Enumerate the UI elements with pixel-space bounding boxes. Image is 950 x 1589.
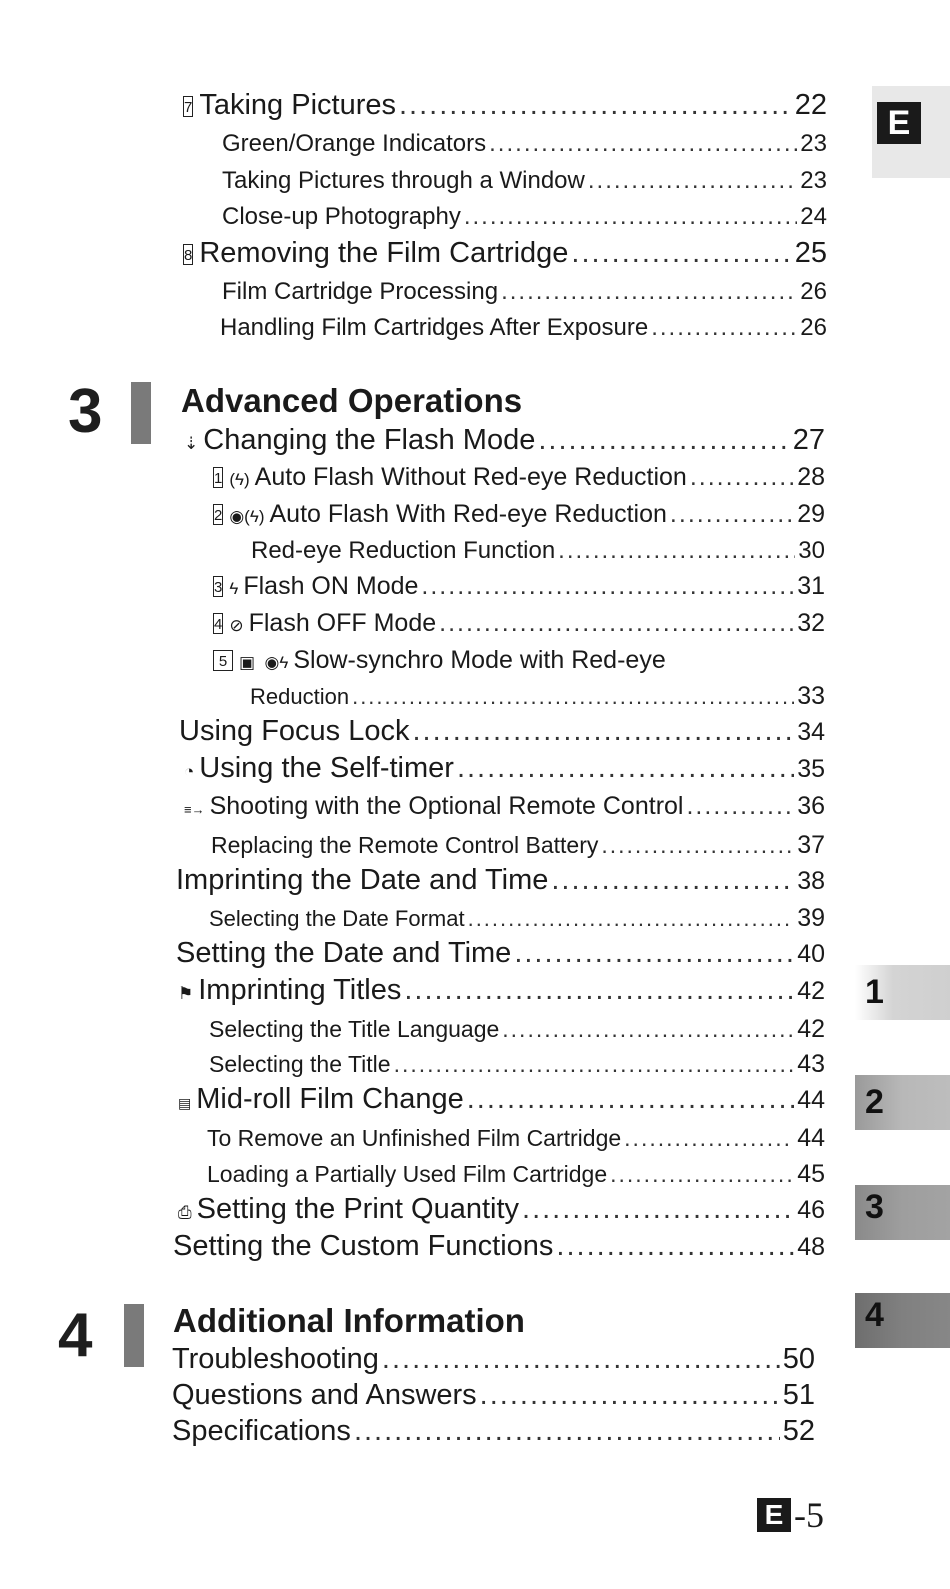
leader-dots (502, 1016, 794, 1043)
toc-entry[interactable] (207, 1160, 825, 1189)
toc-entry[interactable] (222, 130, 827, 158)
toc-entry-title: Specifications (172, 1415, 351, 1447)
toc-entry-title: Imprinting Titles (198, 974, 402, 1006)
chapter-tab-label: 2 (865, 1083, 884, 1121)
toc-entry-title: Shooting with the Optional Remote Control (209, 792, 684, 820)
toc-entry[interactable] (207, 1124, 825, 1153)
leader-dots (352, 684, 794, 710)
toc-entry[interactable] (172, 1343, 815, 1376)
toc-entry-title: Replacing the Remote Control Battery (211, 832, 599, 858)
section-4-bar (124, 1304, 144, 1367)
toc-entry-title: Troubleshooting (172, 1343, 379, 1375)
toc-entry-title: Auto Flash Without Red-eye Reduction (254, 463, 687, 491)
toc-page-number: 40 (797, 940, 825, 968)
leader-dots (601, 832, 794, 859)
toc-entry[interactable] (172, 1379, 815, 1412)
section-4-title: Additional Information (173, 1302, 525, 1339)
leader-dots (558, 537, 795, 565)
leader-dots (399, 89, 792, 122)
toc-entry-title: Changing the Flash Mode (203, 424, 536, 456)
toc-entry[interactable] (178, 1193, 825, 1226)
toc-entry-title: Selecting the Title (209, 1051, 391, 1077)
toc-entry-title: Auto Flash With Red-eye Reduction (269, 500, 667, 528)
toc-entry-title: Using Focus Lock (179, 715, 410, 747)
toc-page-number: 24 (800, 203, 827, 230)
toc-page-number: 32 (797, 609, 825, 637)
toc-entry-title: Handling Film Cartridges After Exposure (220, 314, 649, 341)
footer-language-badge: E (757, 1498, 791, 1532)
leader-dots (690, 463, 794, 492)
leader-dots (394, 1051, 795, 1078)
leader-dots (551, 864, 794, 897)
leader-dots (501, 278, 797, 306)
chapter-tab-3[interactable] (855, 1185, 950, 1240)
toc-page-number: 46 (797, 1196, 825, 1224)
chapter-tab-2[interactable] (855, 1075, 950, 1130)
toc-entry-title: Removing the Film Cartridge (199, 237, 569, 269)
flash-off-icon: ⊘ (229, 616, 244, 635)
toc-entry-title: Reduction (250, 684, 350, 709)
toc-entry-title: Close-up Photography (222, 203, 461, 230)
leader-dots (413, 715, 795, 748)
toc-entry-title: Loading a Partially Used Film Cartridge (207, 1161, 608, 1187)
toc-entry[interactable] (176, 937, 825, 970)
toc-entry[interactable] (178, 974, 825, 1007)
toc-entry[interactable] (222, 278, 827, 306)
toc-entry[interactable] (220, 314, 827, 342)
toc-page-number: 35 (797, 755, 825, 783)
toc-entry[interactable] (213, 646, 813, 675)
step-number-box: 5 (213, 650, 233, 671)
toc-entry-title: Flash OFF Mode (248, 609, 437, 637)
step-number-box: 7 (183, 96, 193, 117)
section-4-number: 4 (58, 1301, 93, 1370)
toc-page-number: 33 (797, 682, 825, 710)
leader-dots (556, 1230, 794, 1263)
toc-entry[interactable] (209, 1050, 825, 1079)
toc-entry[interactable] (184, 424, 825, 457)
toc-page-number: 44 (797, 1124, 825, 1152)
red-eye-auto-flash-icon: ◉(ϟ) (229, 507, 265, 526)
toc-entry[interactable] (176, 864, 825, 897)
toc-entry-title: Using the Self-timer (199, 752, 454, 784)
step-number-box: 1 (213, 467, 223, 488)
toc-entry[interactable] (211, 831, 825, 860)
toc-entry[interactable] (209, 904, 825, 933)
toc-entry[interactable] (213, 500, 825, 529)
toc-entry[interactable] (183, 237, 827, 270)
remote-control-icon: ≡→ (184, 802, 205, 817)
auto-flash-icon: (ϟ) (229, 470, 250, 489)
leader-dots (522, 1193, 794, 1226)
toc-page-number: 26 (800, 278, 827, 305)
toc-entry[interactable] (213, 609, 825, 638)
toc-entry-title: Green/Orange Indicators (222, 130, 487, 157)
toc-entry[interactable] (179, 715, 825, 748)
toc-page-number: 27 (792, 424, 825, 456)
leader-dots (404, 974, 794, 1007)
leader-dots (421, 572, 794, 601)
toc-entry[interactable] (251, 537, 825, 565)
toc-page-number: 26 (800, 314, 827, 341)
chapter-tab-1[interactable] (855, 965, 950, 1020)
step-number-box: 4 (213, 613, 223, 634)
toc-page-number: 39 (797, 904, 825, 932)
toc-entry-title: Setting the Custom Functions (173, 1230, 554, 1262)
toc-page-number: 52 (782, 1415, 815, 1447)
chapter-tab-label: 4 (865, 1296, 884, 1334)
toc-page-number: 23 (800, 130, 827, 157)
toc-entry[interactable] (209, 1015, 825, 1044)
toc-entry[interactable] (213, 572, 825, 601)
flash-icon: ⇣ (184, 434, 199, 453)
toc-entry-title: Taking Pictures (199, 89, 396, 121)
toc-entry-title: Film Cartridge Processing (222, 278, 499, 305)
toc-page-number: 42 (797, 977, 825, 1005)
toc-page-number: 51 (782, 1379, 815, 1411)
chapter-tab-label: 1 (865, 973, 884, 1011)
leader-dots (686, 792, 794, 821)
toc-entry-title: Questions and Answers (172, 1379, 477, 1411)
leader-dots (610, 1161, 794, 1188)
toc-page-number: 36 (797, 792, 825, 820)
leader-dots (439, 609, 794, 638)
page-footer (757, 1494, 824, 1536)
leader-dots (538, 424, 789, 457)
step-number-box: 8 (183, 244, 193, 265)
flash-on-icon: ϟ (229, 579, 239, 598)
toc-page-number: 42 (797, 1015, 825, 1043)
toc-entry[interactable] (183, 89, 827, 122)
slow-synchro-red-eye-icon: ▣ ◉ϟ (239, 653, 289, 672)
toc-page-number: 38 (797, 867, 825, 895)
toc-page-number: 25 (794, 237, 827, 269)
leader-dots (464, 203, 797, 231)
toc-entry[interactable] (173, 1230, 825, 1263)
leader-dots (467, 1083, 794, 1116)
toc-entry[interactable] (213, 463, 825, 492)
section-3-title: Advanced Operations (181, 382, 523, 419)
toc-entry-title: To Remove an Unfinished Film Cartridge (207, 1125, 622, 1151)
toc-entry[interactable] (250, 682, 825, 711)
leader-dots (468, 906, 795, 932)
toc-entry[interactable] (222, 203, 827, 231)
toc-entry-title: Slow-synchro Mode with Red-eye (293, 646, 666, 674)
step-number-box: 2 (213, 504, 223, 525)
toc-entry[interactable] (184, 752, 825, 785)
toc-page-number: 37 (797, 831, 825, 859)
toc-entry-title: Red-eye Reduction Function (251, 537, 556, 564)
toc-page-number: 34 (797, 718, 825, 746)
step-number-box: 3 (213, 576, 223, 597)
leader-dots (382, 1343, 780, 1376)
toc-page-number: 31 (797, 572, 825, 600)
section-3-bar (131, 382, 151, 444)
section-3-number: 3 (68, 377, 103, 446)
toc-entry[interactable] (222, 167, 827, 195)
toc-page-number: 29 (797, 500, 825, 528)
leader-dots (651, 314, 797, 342)
self-timer-icon: ◔ (184, 762, 195, 781)
leader-dots (457, 752, 794, 785)
toc-page-number: 28 (797, 463, 825, 491)
toc-entry-title: Flash ON Mode (243, 572, 419, 600)
toc-entry[interactable] (172, 1415, 815, 1448)
leader-dots (588, 167, 797, 195)
toc-page-number: 50 (782, 1343, 815, 1375)
toc-page-number: 30 (798, 537, 825, 564)
toc-entry-title: Setting the Date and Time (176, 937, 512, 969)
toc-entry-title: Mid-roll Film Change (196, 1083, 464, 1115)
toc-page-number: 43 (797, 1050, 825, 1078)
language-tab-letter: E (877, 102, 921, 144)
footer-page-number: -5 (794, 1495, 824, 1535)
toc-entry-title: Taking Pictures through a Window (222, 167, 585, 194)
leader-dots (489, 130, 797, 158)
mid-roll-change-icon: ▤ (178, 1095, 192, 1111)
toc-entry[interactable] (184, 792, 825, 821)
leader-dots (514, 937, 794, 970)
toc-page-number: 45 (797, 1160, 825, 1188)
title-imprint-icon: ⚑ (178, 984, 194, 1003)
chapter-tab-4[interactable] (855, 1293, 950, 1348)
toc-page-number: 44 (797, 1086, 825, 1114)
leader-dots (670, 500, 794, 529)
toc-entry-title: Imprinting the Date and Time (176, 864, 549, 896)
toc-page-number: 22 (794, 89, 827, 121)
toc-page-number: 23 (800, 167, 827, 194)
toc-entry-title: Selecting the Date Format (209, 906, 465, 931)
leader-dots (624, 1125, 794, 1152)
toc-page-number: 48 (797, 1233, 825, 1261)
toc-entry-title: Setting the Print Quantity (196, 1193, 520, 1225)
language-tab (872, 86, 950, 178)
leader-dots (480, 1379, 780, 1412)
leader-dots (571, 237, 791, 270)
toc-entry[interactable] (178, 1083, 825, 1116)
print-quantity-icon: ⎙ (178, 1203, 192, 1222)
toc-entry-title: Selecting the Title Language (209, 1016, 500, 1042)
chapter-tab-label: 3 (865, 1188, 884, 1226)
leader-dots (354, 1415, 780, 1448)
